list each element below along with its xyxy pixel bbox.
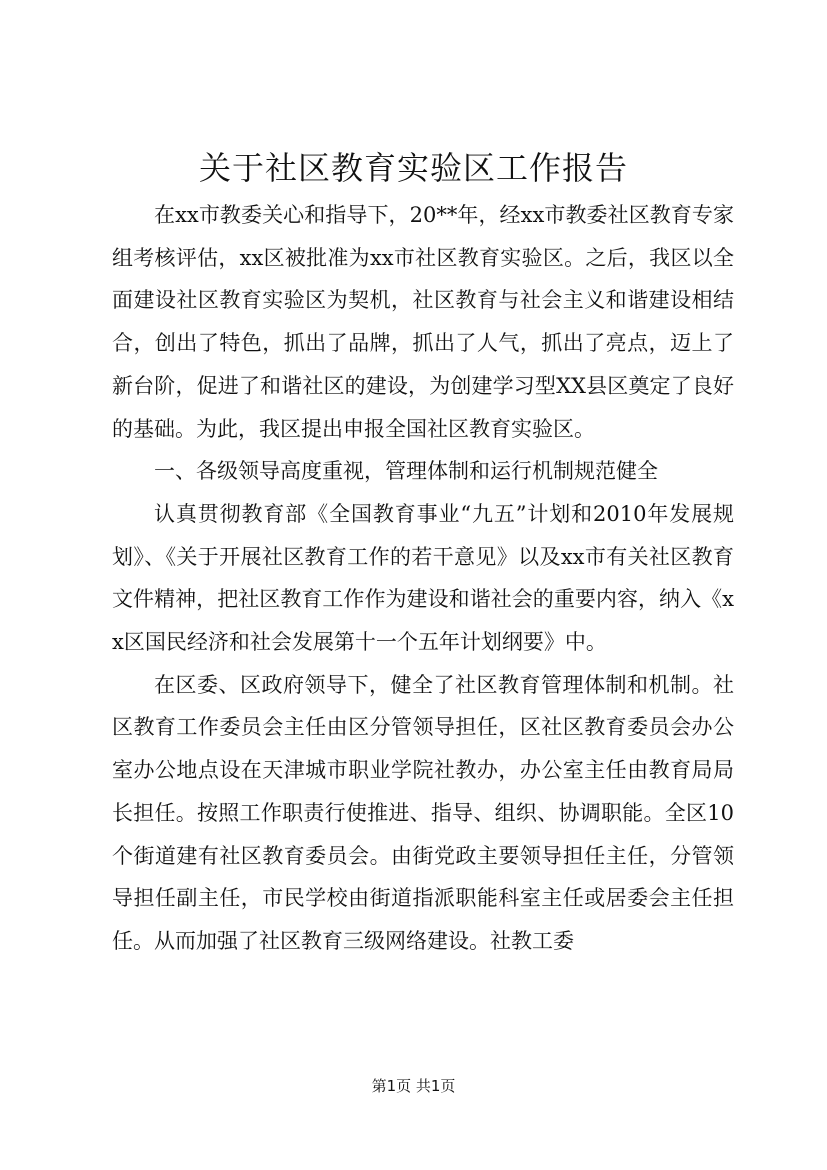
paragraph-policy: 认真贯彻教育部《全国教育事业“九五”计划和2010年发展规划》、《关于开展社区教育工作的若干意见》以及xx市有关社区教育文件精神，把社区教育工作作为建设和谐社会的重要内容，纳入《xx区国民经济和社会发展第十一个五年计划纲要》中。 [112,501,734,655]
page-footer: 第1页 共1页 [371,1077,456,1095]
document-body [112,194,734,963]
section-heading: 一、各级领导高度重视，管理体制和运行机制规范健全 [154,459,658,484]
document-title: 关于社区教育实验区工作报告 [198,149,628,187]
paragraph-intro: 在xx市教委关心和指导下，20**年，经xx市教委社区教育专家组考核评估，xx区被批准为xx市社区教育实验区。之后，我区以全面建设社区教育实验区为契机，社区教育与社会主义和谐建设相结合，创出了特色，抓出了品牌，抓出了人气，抓出了亮点，迈上了新台阶，促进了和谐社区的建设，为创建学习型XX县区奠定了良好的基础。为此，我区提出申报全国社区教育实验区。 [112,203,734,441]
paragraph-management: 在区委、区政府领导下，健全了社区教育管理体制和机制。社区教育工作委员会主任由区分管领导担任，区社区教育委员会办公室办公地点设在天津城市职业学院社教办，办公室主任由教育局局长担任。按照工作职责行使推进、指导、组织、协调职能。全区10个街道建有社区教育委员会。由街党政主要领导担任主任，分管领导担任副主任，市民学校由街道指派职能科室主任或居委会主任担任。从而加强了社区教育三级网络建设。社教工委 [112,672,734,953]
